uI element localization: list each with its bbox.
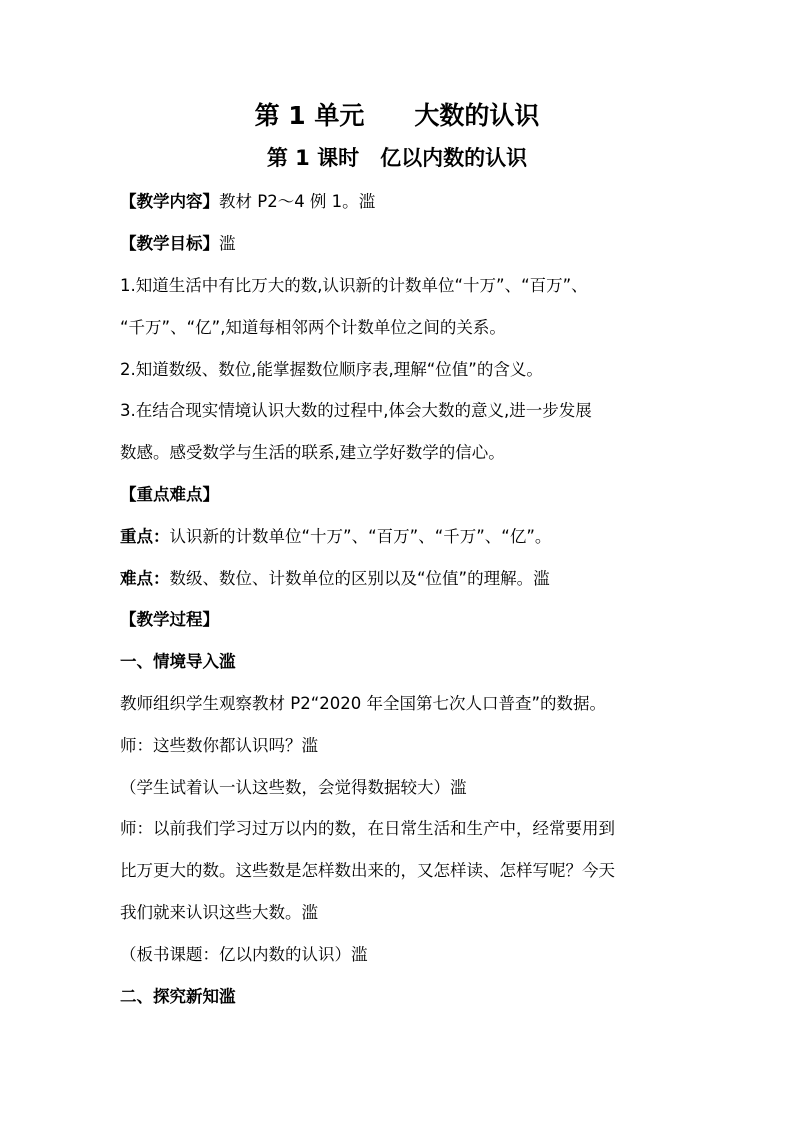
objective-line: 2.知道数级、数位,能掌握数位顺序表,理解“位值”的含义。 xyxy=(120,360,543,379)
objective-line: 数感。感受数学与生活的联系,建立学好数学的信心。 xyxy=(120,443,505,462)
teaching-content-text: 教材 P2～4 例 1。 xyxy=(219,192,359,211)
mark-glyph: 滥 xyxy=(219,652,236,671)
process-line xyxy=(120,733,680,759)
key-point-line xyxy=(120,524,680,550)
section-1-heading-line xyxy=(120,649,680,675)
process-line-text: （板书课题：亿以内数的认识） xyxy=(120,945,351,964)
process-line: 比万更大的数。这些数是怎样数出来的，又怎样读、怎样写呢？今天 xyxy=(120,861,615,880)
mark-glyph: 滥 xyxy=(219,234,236,253)
mark-glyph: 滥 xyxy=(301,903,318,922)
keypoints-heading-line xyxy=(120,482,680,508)
unit-title: 第 1 单元 大数的认识 xyxy=(254,101,540,130)
process-line-text: （学生试着认一认这些数，会觉得数据较大） xyxy=(120,778,450,797)
difficult-point-text: 数级、数位、计数单位的区别以及“位值”的理解。 xyxy=(169,569,534,588)
key-point-text: 认识新的计数单位“十万”、“百万”、“千万”、“亿”。 xyxy=(169,527,552,546)
objectives-heading-line xyxy=(120,231,680,257)
section-2-title: 二、探究新知 xyxy=(120,987,219,1006)
process-label: 【教学过程】 xyxy=(120,610,219,629)
process-line-text: 我们就来认识这些大数。 xyxy=(120,903,302,922)
section-2-heading-line xyxy=(120,984,680,1010)
teaching-content-label: 【教学内容】 xyxy=(120,192,219,211)
key-point-label: 重点： xyxy=(120,527,170,546)
process-line-text: 师：这些数你都认识吗？ xyxy=(120,736,302,755)
section-1-title: 一、情境导入 xyxy=(120,652,219,671)
mark-glyph: 滥 xyxy=(450,778,467,797)
mark-glyph: 滥 xyxy=(533,569,550,588)
objective-line: “千万”、“亿”,知道每相邻两个计数单位之间的关系。 xyxy=(120,318,506,337)
objectives-label: 【教学目标】 xyxy=(120,234,219,253)
difficult-point-line xyxy=(120,566,680,592)
teaching-content-line xyxy=(120,189,680,215)
lesson-title: 第 1 课时 亿以内数的认识 xyxy=(266,146,528,170)
objective-line: 1.知道生活中有比万大的数,认识新的计数单位“十万”、“百万”、 xyxy=(120,276,588,295)
mark-glyph: 滥 xyxy=(351,945,368,964)
mark-glyph: 滥 xyxy=(219,987,236,1006)
keypoints-label: 【重点难点】 xyxy=(120,485,219,504)
difficult-point-label: 难点： xyxy=(120,569,170,588)
process-line xyxy=(120,900,680,926)
objective-line: 3.在结合现实情境认识大数的过程中,体会大数的意义,进一步发展 xyxy=(120,401,592,420)
mark-glyph: 滥 xyxy=(358,192,376,211)
process-line: 教师组织学生观察教材 P2“2020 年全国第七次人口普查”的数据。 xyxy=(120,694,607,713)
mark-glyph: 滥 xyxy=(301,736,318,755)
process-line: 师：以前我们学习过万以内的数，在日常生活和生产中，经常要用到 xyxy=(120,819,615,838)
process-heading-line xyxy=(120,607,680,633)
process-line xyxy=(120,775,680,801)
process-line xyxy=(120,942,680,968)
